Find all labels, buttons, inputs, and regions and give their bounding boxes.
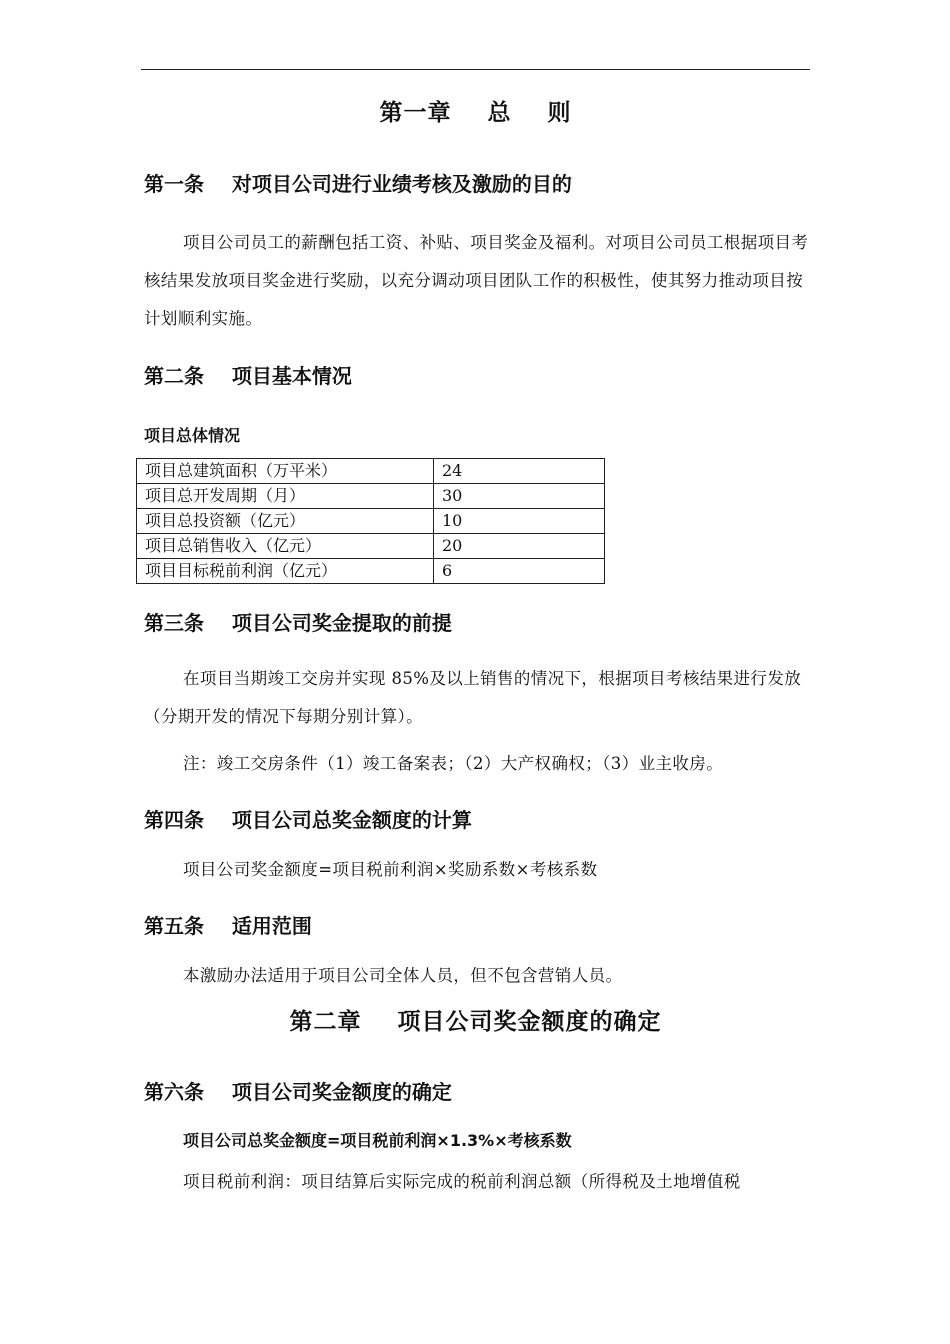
table-cell-value: 10 [434,509,605,534]
table-row [137,459,605,484]
table-cell-value: 30 [434,484,605,509]
chapter-2-title: 第二章 项目公司奖金额度的确定 [289,1009,662,1035]
article-1-body: 项目公司员工的薪酬包括工资、补贴、项目奖金及福利。对项目公司员工根据项目考核结果发放项目奖金进行奖励，以充分调动项目团队工作的积极性，使其努力推动项目按计划顺利实施。 [144,233,809,328]
table-row [137,509,605,534]
article-1-heading: 第一条 对项目公司进行业绩考核及激励的目的 [144,172,572,196]
article-2-subheading: 项目总体情况 [144,426,241,445]
table-cell-label: 项目总销售收入（亿元） [137,534,434,559]
article-5-heading: 第五条 适用范围 [144,914,312,938]
article-2-heading: 第二条 项目基本情况 [144,364,352,388]
article-5-body: 本激励办法适用于项目公司全体人员，但不包含营销人员。 [183,966,623,985]
table-cell-value: 6 [434,559,605,584]
table-row [137,484,605,509]
table-row [137,559,605,584]
article-6-heading: 第六条 项目公司奖金额度的确定 [144,1080,452,1104]
table-cell-label: 项目目标税前利润（亿元） [137,559,434,584]
table-cell-value: 20 [434,534,605,559]
table-cell-label: 项目总建筑面积（万平米） [137,459,434,484]
chapter-1-title: 第一章 总 则 [379,100,572,126]
article-4-formula: 项目公司奖金额度=项目税前利润×奖励系数×考核系数 [183,860,598,879]
article-3-heading: 第三条 项目公司奖金提取的前提 [144,611,452,635]
table-cell-label: 项目总投资额（亿元） [137,509,434,534]
table-cell-label: 项目总开发周期（月） [137,484,434,509]
table-row [137,534,605,559]
project-info-table [136,458,605,584]
article-4-heading: 第四条 项目公司总奖金额度的计算 [144,808,472,832]
article-6-body: 项目税前利润：项目结算后实际完成的税前利润总额（所得税及土地增值税 [183,1172,741,1191]
header-rule [141,69,810,70]
article-6-formula: 项目公司总奖金额度=项目税前利润×1.3%×考核系数 [183,1131,572,1150]
article-3-body: 在项目当期竣工交房并实现 85%及以上销售的情况下，根据项目考核结果进行发放（分期开发的情况下每期分别计算）。 [144,669,802,726]
table-cell-value: 24 [434,459,605,484]
article-3-note: 注：竣工交房条件（1）竣工备案表；（2）大产权确权；（3）业主收房。 [183,754,724,773]
